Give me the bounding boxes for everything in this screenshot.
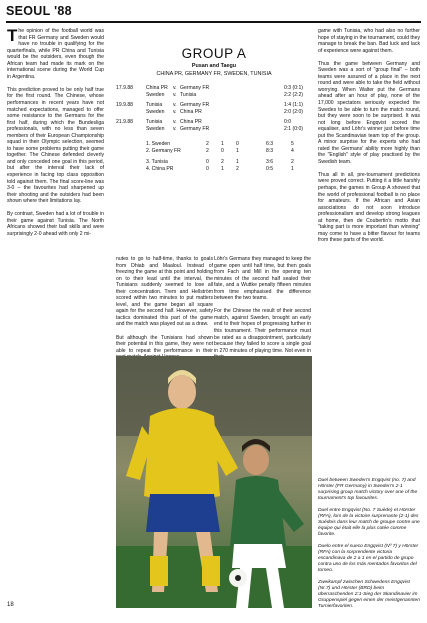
versus: v. — [173, 119, 177, 125]
standings-team: 3. Tunisia — [146, 159, 168, 165]
losses: 0 — [236, 141, 239, 147]
caption-french: Duel entre Engqvist (No. 7 Suède) et Hörster (RFA), lors de la victoire surprenante (2-1) des Suédois dans leur match de groupe contre une équipe qui était elle la plus cotée comme favorite. — [318, 508, 420, 537]
losses: 1 — [236, 147, 239, 154]
photo-captions — [318, 478, 420, 616]
team-a: Tunisia — [146, 119, 163, 125]
points: 4 — [291, 147, 294, 154]
points: 5 — [291, 141, 294, 147]
team-b: Germany FR — [180, 102, 210, 108]
article-column-4 — [318, 28, 420, 388]
caption-german: Zweikampf zwischen Schwedens Engqvist (Nr.7) und Hörster (BRD) beim überraschenden 2:1-Sieg der Skandinavier im Gruppenspiel gegen einen der meistgenannten Turnierfavoriten. — [318, 580, 420, 609]
group-title: GROUP A — [181, 46, 247, 61]
goal-difference: 6:3 — [266, 141, 274, 147]
wins: 0 — [206, 165, 209, 172]
match-score: 0:0 — [284, 119, 292, 125]
article-column-1 — [7, 28, 104, 613]
paragraph: game with Tunisia, who had also no further hope of staying in the tournament, could they manage to break the ban. Bad luck and lack of experience were against them. — [318, 28, 420, 54]
team-b: Germany FR — [180, 125, 210, 132]
standings-team: 1. Sweden — [146, 141, 171, 147]
team-a: Sweden — [146, 108, 165, 115]
page-number: 18 — [7, 602, 14, 608]
team-a: China PR — [146, 85, 168, 91]
caption-spanish: Duelo entre el sueco Engqvist (Nº 7) y Hörster (RFA) con la sorprendente victoria escandinava de 2 a 1 en el partido de grupo contra uno de los más mentados favoritos del torneo. — [318, 544, 419, 573]
match-score: 1:4 (1:1) — [284, 102, 303, 108]
caption-english: Duel between Sweden's Engqvist (no. 7) and Hörster (FR Germany) in Sweden's 2-1 surprising group match victory over one of the tournament's top favourites. — [318, 478, 418, 501]
group-table — [116, 28, 312, 248]
standings-team: 4. China PR — [146, 165, 174, 172]
group-teams: CHINA PR, GERMANY FR, SWEDEN, TUNISIA — [156, 71, 272, 77]
draws: 1 — [221, 165, 224, 172]
points: 2 — [291, 159, 294, 165]
versus: v. — [173, 125, 177, 132]
paragraph: Thus all in all, pre-tournament predictions were proved correct. Putting it a little harshly perhaps, the games in Group A showed that the world of professional football is no place for amateurs. If the African and Asian associations do not soon introduce professionalism and develop strong leagues at home, then de Coubertin's motto that "taking part is more important than winning" may come to have a bitter flavour for teams from these parts of the world. — [318, 171, 420, 244]
team-a: Sweden — [146, 91, 165, 98]
header-rule — [6, 21, 421, 23]
standings-team: 2. Germany FR — [146, 147, 181, 154]
match-score: 2:0 (2:0) — [284, 108, 303, 115]
paragraph: But although the Tunisians had shown their potential in this game, they were not able to repeat the performance in their — [116, 334, 213, 354]
team-b: China PR — [180, 108, 202, 115]
points: 1 — [291, 165, 294, 172]
paragraph: Löhr's Germans they managed to keep the game open until half time, but then goals from Fach and Mill in the opening ten minutes of the second half sealed their fate, and a Wuttke penalty fifteen minutes from time emphasised the difference between the two teams. — [214, 256, 311, 302]
versus: v. — [173, 85, 177, 91]
match-photo — [116, 356, 312, 608]
wins: 2 — [206, 147, 209, 154]
match-score: 2:1 (0:0) — [284, 125, 303, 132]
versus: v. — [173, 91, 177, 98]
paragraph — [7, 28, 104, 80]
match-score: 2:2 (2:2) — [284, 91, 303, 98]
paragraph-text: he opinion of the football world was that FR Germany and Sweden would have no trouble in qualifying for the quarterfinals, while PR China and Tunisia would be the outsiders, even though the African team had made its mark on the international scene during the World Cup in Argentina. — [7, 28, 104, 80]
wins: 2 — [206, 141, 209, 147]
draws: 1 — [221, 141, 224, 147]
versus: v. — [173, 102, 177, 108]
match-photo-illustration — [116, 356, 312, 608]
draws: 2 — [221, 159, 224, 165]
team-b: China PR — [180, 119, 202, 125]
paragraph: nutes to go to half-time, thanks to goals from Dhiab and Maaloul. Instead of freezing the game at this point and holding on to their lead until the interval, the Tunisians suddenly seemed to lose all their concentration. Trem and Hellström scored within two minutes to put matters level, and the game began all square again for the second half. However, safety tactics dominated this part of the game and the match was played out as a draw. — [116, 256, 213, 328]
team-a: Sweden — [146, 125, 165, 132]
group-venue: Pusan and Taegu — [191, 63, 237, 69]
draws: 0 — [221, 147, 224, 154]
team-b: Tunisia — [180, 91, 197, 98]
page-header-title: SEOUL '88 — [6, 4, 72, 18]
paragraph: For the Chinese the result of their second match, against Sweden, brought an early end to their hopes of progressing further in this tournament. Their performance must be rated as a disappointment, particularly because they failed to score a single goal in 270 minutes of playing time. Not even in — [214, 308, 311, 354]
paragraph: By contrast, Sweden had a lot of trouble in their game against Tunisia. The North Africans showed their ball skills and were surprisingly 2-0 ahead with only 2 mi- — [7, 211, 104, 237]
goal-difference: 3:6 — [266, 159, 274, 165]
match-score: 0:3 (0:1) — [284, 85, 303, 91]
paragraph: Thus the game between Germany and Sweden was a sort of "group final" – both teams were assured of a place in the next round and were able to take the field without worrying. When Walter put the Germans ahead after an hour of play, none of the 17,000 spectators seriously expected the Swedes to be able to turn the match round, but they were soon to be surprised. It was not long before Engqvist scored the equaliser, and Löhr's winner just before time put the Scandinavian team top of the group. A minor surprise for the experts who had rated the Germans' ability more highly than the "English" style of play practised by the Swedish team. — [318, 60, 420, 165]
wins: 0 — [206, 159, 209, 165]
team-b: Germany FR — [180, 85, 210, 91]
match-date: 19.9.88 — [116, 102, 133, 108]
team-a: Tunisia — [146, 102, 163, 108]
goal-difference: 0:5 — [266, 165, 274, 172]
losses: 2 — [236, 165, 239, 172]
versus: v. — [173, 108, 177, 115]
drop-cap: T — [7, 28, 18, 45]
match-date: 17.9.88 — [116, 85, 133, 91]
losses: 1 — [236, 159, 239, 165]
goal-difference: 8:3 — [266, 147, 274, 154]
paragraph: This prediction proved to be only half true for the first round. The Chinese, whose performances in recent years have not matched expectations, managed to offer some resistance to the Germans for the first half, during which the Bundesliga professionals, with no less than seven members of their European Championship squad in their Olympic selection, seemed to have some problems putting their game together. The Chinese defended cleverly and only conceded one goal in this period, but after the interval their lack of experience in facing top class opposition told against them. The final score-line was 3-0 – the favourites had sharpened up their shooting and the outsiders had been shown where their limitations lay. — [7, 86, 104, 205]
match-date: 21.9.88 — [116, 119, 133, 125]
